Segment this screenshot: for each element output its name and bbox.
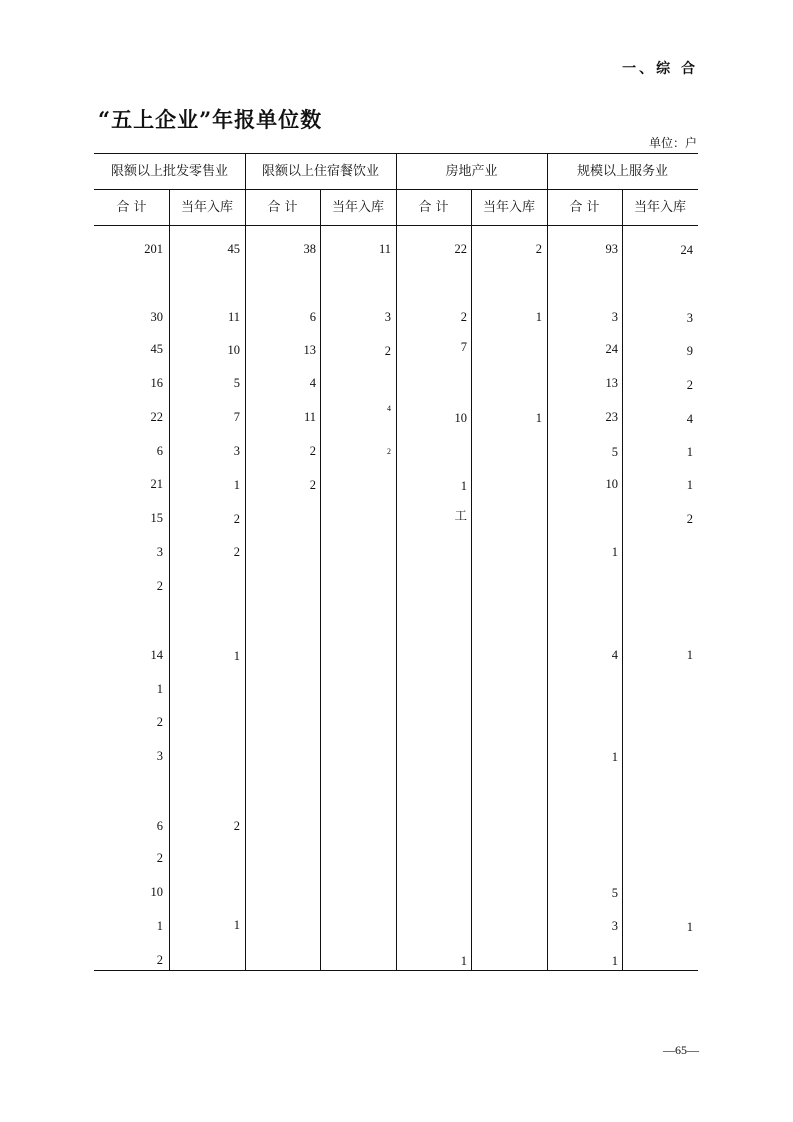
column-divider — [320, 190, 321, 970]
sub-header-total: 合 计 — [418, 200, 449, 215]
table-cell: 3 — [384, 310, 391, 324]
table-cell: 22 — [150, 410, 163, 424]
table-cell: 11 — [227, 310, 240, 324]
table-cell: 2 — [233, 545, 240, 559]
table-cell: 11 — [303, 410, 316, 424]
sub-header-new-entries: 当年入库 — [482, 200, 535, 215]
table-cell: 1 — [686, 445, 693, 459]
group-header-accommodation-catering: 限额以上住宿餐饮业 — [261, 164, 379, 179]
table-cell: 1 — [460, 479, 467, 493]
group-header-real-estate: 房地产业 — [445, 164, 498, 179]
group-header-wholesale-retail: 限额以上批发零售业 — [110, 164, 228, 179]
group-divider — [547, 154, 548, 970]
table-cell: 1 — [686, 920, 693, 934]
table-cell: 工 — [454, 509, 467, 523]
table-cell: 6 — [156, 444, 163, 458]
sub-header-total: 合 计 — [569, 200, 600, 215]
table-cell: 45 — [150, 342, 163, 356]
table-cell: 5 — [611, 886, 618, 900]
table-cell: 45 — [227, 242, 240, 256]
table-cell: 9 — [686, 344, 693, 358]
table-cell: 22 — [454, 242, 467, 256]
table-cell: 1 — [611, 750, 618, 764]
column-divider — [169, 190, 170, 970]
table-cell: 2 — [156, 851, 163, 865]
table-cell: 7 — [460, 340, 467, 354]
table-cell: 3 — [156, 749, 163, 763]
table-cell: 1 — [686, 648, 693, 662]
table-cell: 1 — [535, 411, 542, 425]
table-cell: 2 — [156, 953, 163, 967]
table-cell: 2 — [156, 579, 163, 593]
table-cell: 6 — [156, 819, 163, 833]
table-cell: 24 — [680, 243, 693, 257]
table-cell: 4 — [686, 412, 693, 426]
unit-label: 单位：户 — [648, 136, 697, 150]
group-divider — [396, 154, 397, 970]
table-cell: 16 — [150, 376, 163, 390]
statistics-table — [94, 153, 698, 971]
table-cell: 1 — [686, 478, 693, 492]
table-cell: 1 — [233, 918, 240, 932]
column-divider — [622, 190, 623, 970]
table-cell: 2 — [156, 715, 163, 729]
table-cell: 30 — [150, 310, 163, 324]
column-divider — [471, 190, 472, 970]
table-cell: 11 — [378, 242, 391, 256]
table-cell: 5 — [611, 445, 618, 459]
page-title: “五上企业”年报单位数 — [98, 107, 323, 132]
table-cell: 1 — [611, 954, 618, 968]
table-cell: 2 — [384, 344, 391, 358]
table-cell: 1 — [233, 478, 240, 492]
table-cell: 2 — [233, 512, 240, 526]
table-cell: 3 — [233, 444, 240, 458]
sub-header-total: 合 计 — [116, 200, 147, 215]
table-cell: 2 — [309, 478, 316, 492]
sub-header-new-entries: 当年入库 — [180, 200, 233, 215]
table-cell: 3 — [611, 310, 618, 324]
group-header-services: 规模以上服务业 — [576, 164, 668, 179]
table-cell: 2 — [309, 444, 316, 458]
table-cell: 24 — [605, 342, 618, 356]
page-number: —65— — [663, 1043, 699, 1057]
table-cell: 6 — [309, 310, 316, 324]
table-cell: 10 — [605, 477, 618, 491]
table-cell: 93 — [605, 242, 618, 256]
sub-header-total: 合 计 — [267, 200, 298, 215]
table-cell: 4 — [611, 648, 618, 662]
table-cell: 3 — [611, 919, 618, 933]
table-cell: 4 — [387, 404, 391, 413]
section-header: 一、综 合 — [622, 61, 698, 77]
table-cell: 2 — [535, 242, 542, 256]
table-cell: 1 — [460, 954, 467, 968]
table-cell: 1 — [535, 310, 542, 324]
sub-header-new-entries: 当年入库 — [331, 200, 384, 215]
table-cell: 14 — [150, 648, 163, 662]
table-cell: 2 — [460, 310, 467, 324]
table-cell: 10 — [150, 885, 163, 899]
table-cell: 21 — [150, 477, 163, 491]
table-cell: 1 — [611, 545, 618, 559]
table-cell: 201 — [144, 242, 163, 256]
table-cell: 2 — [686, 378, 693, 392]
table-cell: 1 — [156, 682, 163, 696]
table-cell: 2 — [686, 512, 693, 526]
table-cell: 4 — [309, 376, 316, 390]
table-cell: 38 — [303, 242, 316, 256]
group-divider — [245, 154, 246, 970]
table-cell: 10 — [227, 343, 240, 357]
table-cell: 2 — [233, 819, 240, 833]
table-cell: 2 — [387, 447, 391, 456]
table-cell: 7 — [233, 410, 240, 424]
table-cell: 3 — [686, 311, 693, 325]
sub-header-new-entries: 当年入库 — [633, 200, 686, 215]
table-cell: 1 — [233, 649, 240, 663]
table-cell: 5 — [233, 376, 240, 390]
table-cell: 1 — [156, 919, 163, 933]
table-cell: 10 — [454, 411, 467, 425]
table-cell: 13 — [303, 343, 316, 357]
table-cell: 3 — [156, 545, 163, 559]
table-cell: 13 — [605, 376, 618, 390]
table-cell: 15 — [150, 511, 163, 525]
table-cell: 23 — [605, 410, 618, 424]
